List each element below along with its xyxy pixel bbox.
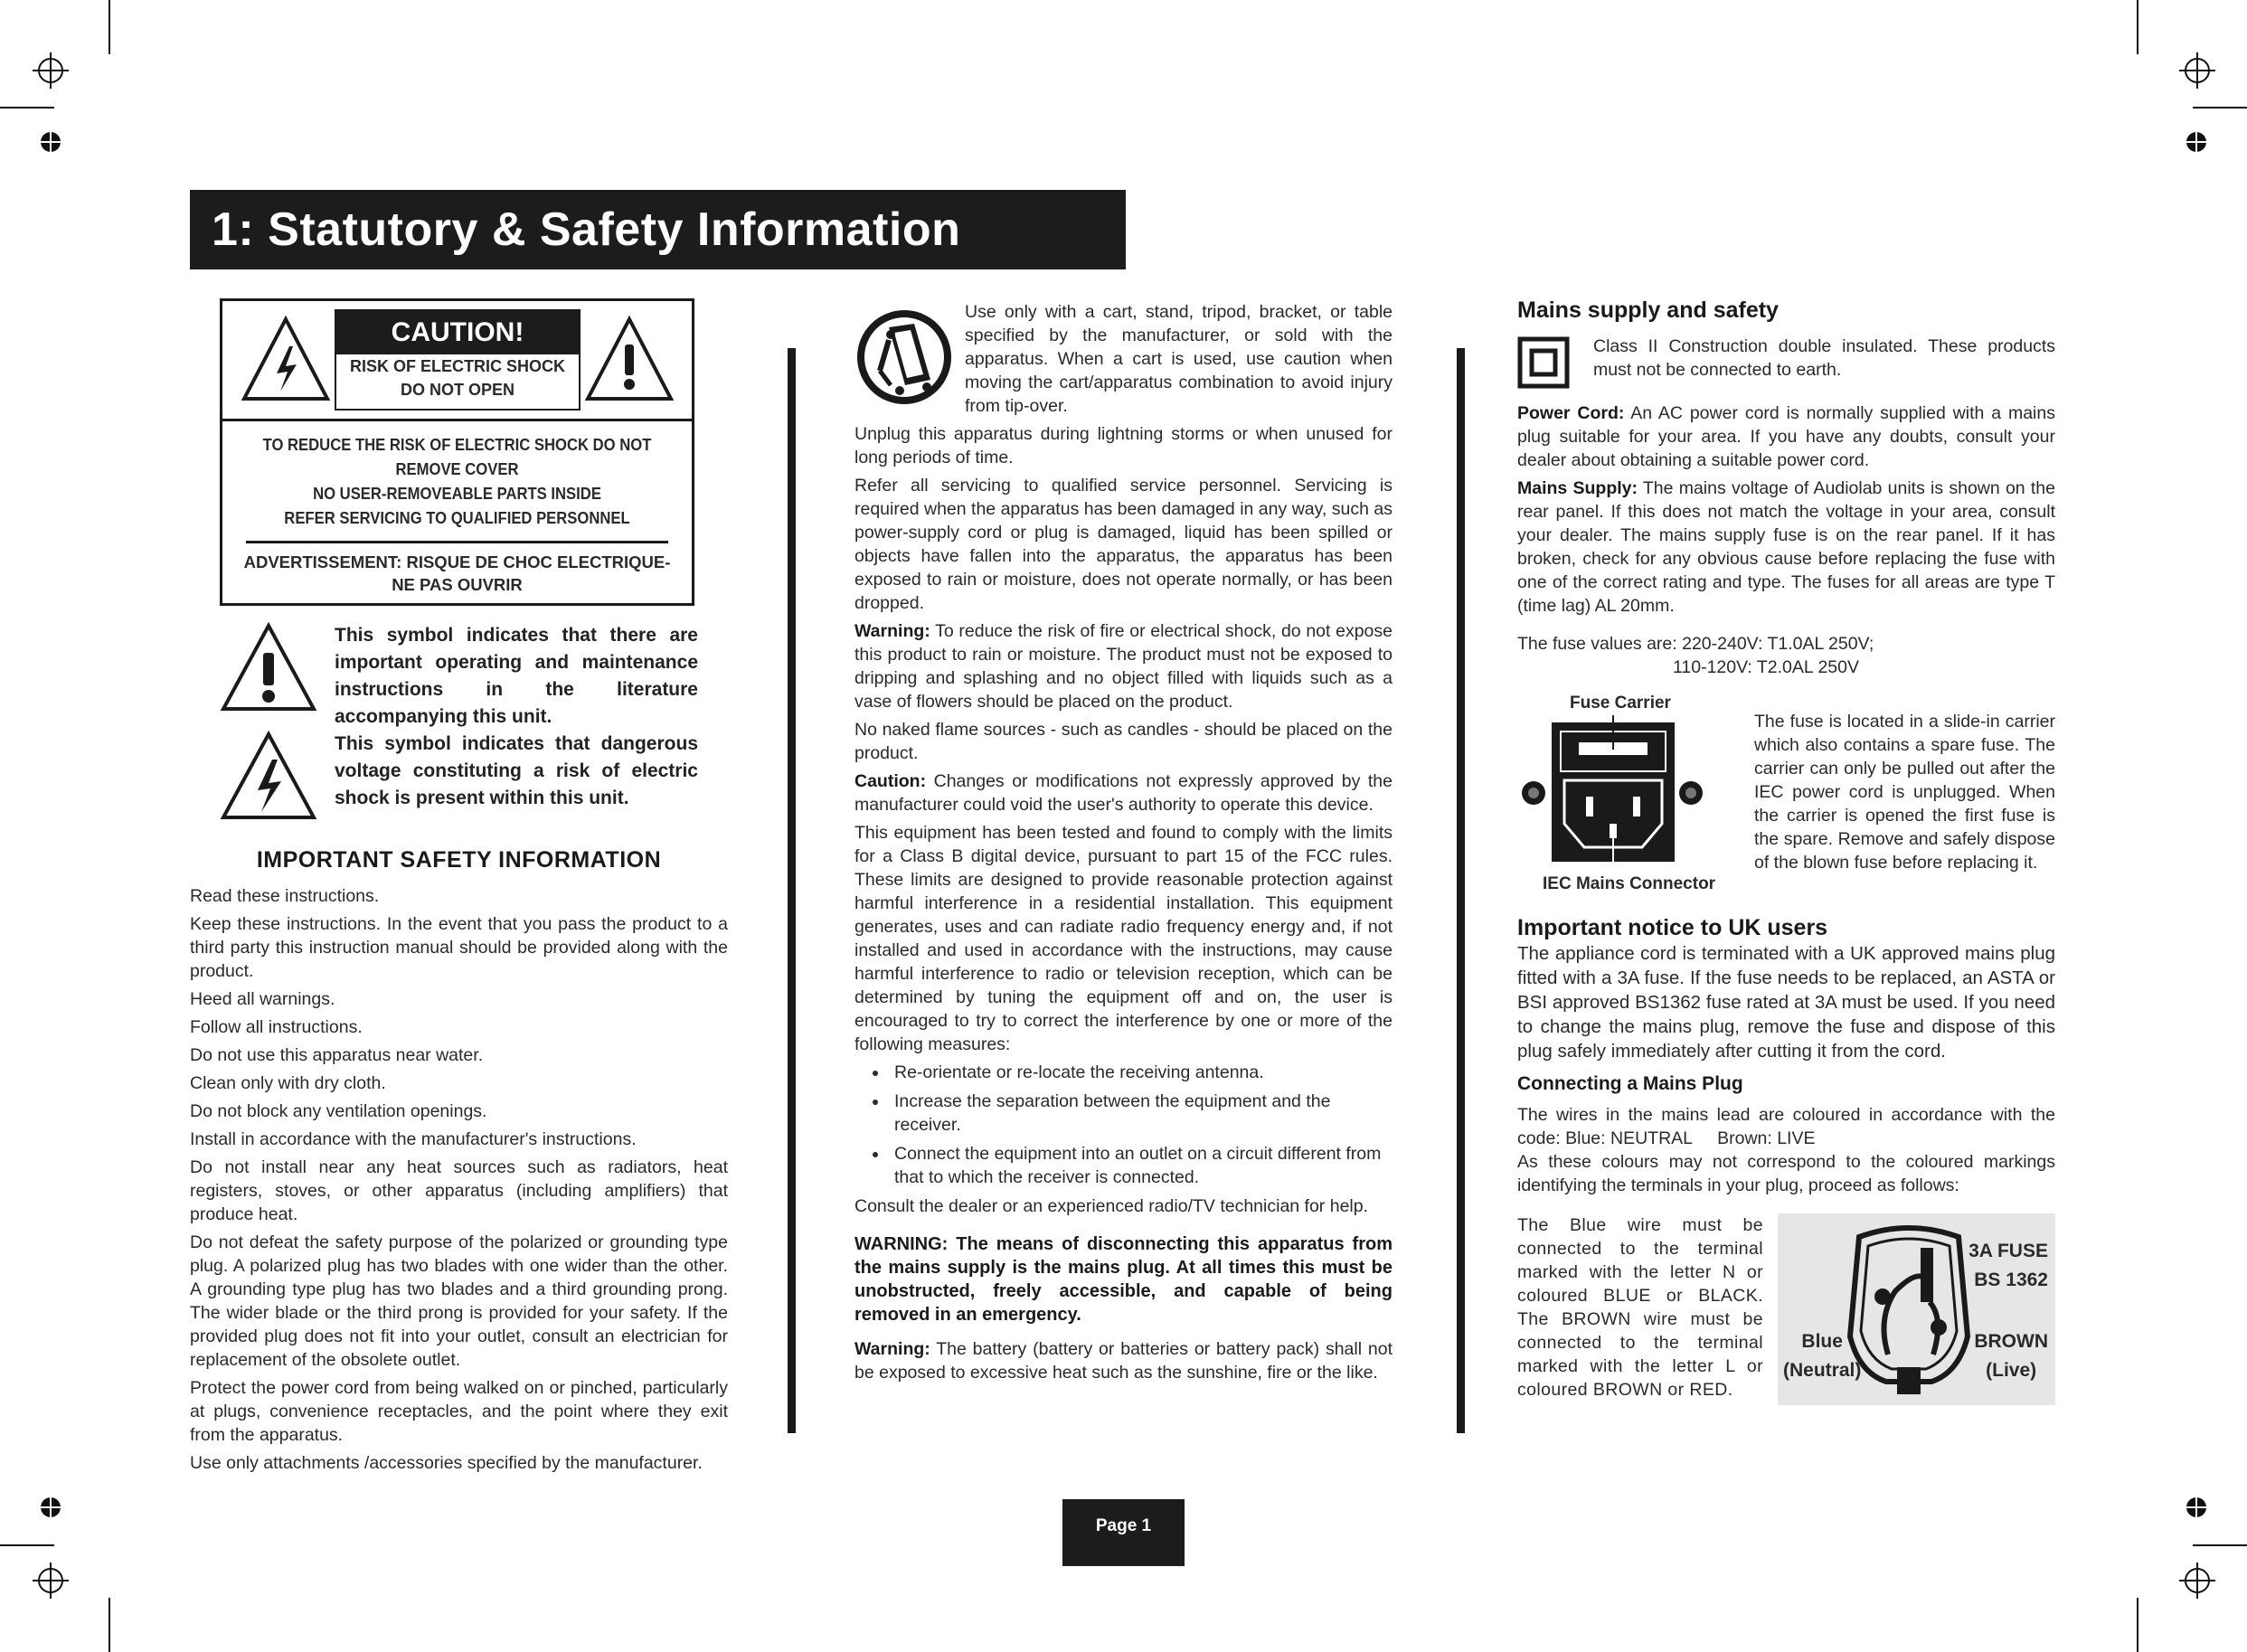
column-middle: [854, 300, 1393, 1389]
plug-live: (Live): [1986, 1360, 2037, 1381]
plug-wiring-text: The Blue wire must be connected to the terminal marked with the letter N or coloured BLUE or BLACK. The BROWN wire must be connected to the terminal marked with the letter L or coloured BROWN or RED.: [1517, 1215, 1763, 1400]
safety-item: Keep these instructions. In the event that you pass the product to a third party this instruction manual should be provided along with the product.: [190, 914, 728, 981]
power-cord-text: An AC power cord is normally supplied with a mains plug suitable for your area. If you have any doubts, consult your dealer about obtaining a suitable power cord.: [1517, 403, 2055, 470]
column-left: [190, 298, 728, 1479]
plug-fuse-label: [1968, 1237, 2048, 1295]
warning-label: Warning:: [854, 621, 930, 641]
crop-mark: [2193, 1544, 2247, 1546]
caution-line: TO REDUCE THE RISK OF ELECTRIC SHOCK DO NOT REMOVE COVER: [262, 435, 652, 478]
exclamation-warning-icon: [584, 316, 675, 402]
mains-supply-heading: Mains supply and safety: [1517, 297, 1779, 323]
crop-mark: [2193, 107, 2247, 109]
registration-dot-icon: [2186, 132, 2206, 152]
mains-supply-paragraph: [1517, 477, 2055, 618]
plug-brown-label: [1974, 1327, 2048, 1385]
caution-risk-text: RISK OF ELECTRIC SHOCK: [349, 357, 565, 375]
wires-code-text: The wires in the mains lead are coloured in accordance with the code: Blue: NEUTRAL: [1517, 1105, 2055, 1148]
uk-notice-text: The appliance cord is terminated with a UK approved mains plug fitted with a 3A fuse. If the fuse needs to be replaced, an ASTA or BSI approved BS1362 fuse rated at 3A must be used. If you need to change the mains plug, remove the fuse and dispose of this plug safely immediately after cutting it from the cord.: [1517, 943, 2055, 1062]
disconnect-warning: WARNING: The means of disconnecting this apparatus from the mains supply is the mains plug. At all times this must be unobstructed, freely accessible, and capable of being removed in an emergency.: [854, 1234, 1393, 1325]
consult-text: Consult the dealer or an experienced radio/TV technician for help.: [854, 1196, 1369, 1216]
registration-dot-icon: [41, 132, 61, 152]
list-item: • Increase the separation between the equipment and the receiver.: [889, 1090, 1393, 1137]
important-safety-heading: IMPORTANT SAFETY INFORMATION: [256, 847, 662, 873]
caution-line: NE PAS OUVRIR: [392, 575, 523, 594]
symbol-exclaim-text: This symbol indicates that there are important operating and maintenance instructions in the literature accompanying this unit.: [335, 625, 698, 727]
registration-dot-icon: [41, 1497, 61, 1517]
page-number: Page 1: [1062, 1499, 1185, 1566]
crop-mark: [2137, 0, 2138, 54]
battery-paragraph: [854, 1337, 1393, 1384]
mains-supply-text: The mains voltage of Audiolab units is shown on the rear panel. If this does not match the voltage in your area, consult your dealer. The mains supply fuse is on the rear panel. If it has broken, check for any obvious cause before replacing the fuse with one of the correct rating and type. The fuses for all areas are type T (time lag) AL 20mm.: [1517, 478, 2055, 616]
caution-label-box: [220, 298, 694, 606]
wires-markings-text: As these colours may not correspond to the coloured markings identifying the terminals in your plug, proceed as follows:: [1517, 1152, 2055, 1195]
safety-item: Do not block any ventilation openings.: [190, 1101, 487, 1121]
mains-supply-label: Mains Supply:: [1517, 478, 1638, 498]
warning-text: To reduce the risk of fire or electrical shock, do not expose this product to rain or moisture. The product must not be exposed to dripping and splashing and no object filled with liquids such as a vase of flowers should be placed on the product.: [854, 621, 1393, 712]
registration-mark-icon: [33, 1562, 69, 1599]
battery-warning-text: The battery (battery or batteries or battery pack) shall not be exposed to excessive heat such as the sunshine, fire or the like.: [854, 1339, 1393, 1383]
fuse-carrier-label: Fuse Carrier: [1570, 694, 1671, 713]
iec-label: IEC Mains Connector: [1543, 874, 1716, 893]
cart-warning-block: [854, 300, 1393, 418]
caution-instructions: [246, 421, 668, 543]
fuse-values: [1517, 632, 2055, 679]
list-item: • Connect the equipment into an outlet on a circuit different from that to which the receiver is connected.: [889, 1142, 1393, 1189]
class-two-text: Class II Construction double insulated. These products must not be connected to earth.: [1593, 336, 2055, 380]
warning-paragraph: [854, 619, 1393, 713]
list-item: • Re-orientate or re-locate the receiving antenna.: [889, 1061, 1393, 1084]
connecting-plug-heading: Connecting a Mains Plug: [1517, 1073, 1743, 1094]
safety-item: Heed all warnings.: [190, 989, 335, 1009]
fuse-value: 220-240V: T1.0AL 250V;: [1682, 634, 1874, 654]
fcc-text: This equipment has been tested and found to comply with the limits for a Class B digital device, pursuant to part 15 of the FCC rules. These limits are designed to provide reasonable protection against harmful interference in a residential installation. This equipment generates, uses and can radiate radio frequency energy and, if not installed and used in accordance with the instructions, may cause harmful interference to radio or television reception, which can be determined by tuning the equipment off and on, the user is encouraged to try to correct the interference by one or more of the following measures:: [854, 823, 1393, 1054]
caution-inner-box: [335, 309, 581, 411]
flame-text: No naked flame sources - such as candles - should be placed on the product.: [854, 720, 1393, 763]
caution-french: [222, 543, 692, 603]
plug-blue-label: [1783, 1327, 1861, 1385]
crop-mark: [0, 107, 54, 109]
registration-mark-icon: [2179, 1562, 2215, 1599]
column-right: [1517, 298, 2055, 1412]
symbol-explanation-row: [190, 731, 728, 826]
iec-connector-diagram: [1517, 715, 1707, 869]
crop-mark: [2137, 1598, 2138, 1652]
power-cord-paragraph: [1517, 401, 2055, 472]
safety-item: Do not use this apparatus near water.: [190, 1045, 484, 1065]
cart-tipover-icon: [854, 307, 954, 407]
safety-item: Install in accordance with the manufacturer's instructions.: [190, 1129, 637, 1149]
safety-item: Clean only with dry cloth.: [190, 1073, 386, 1093]
plug-diagram: [1778, 1213, 2055, 1405]
registration-dot-icon: [2186, 1497, 2206, 1517]
fuse-values-label: The fuse values are:: [1517, 634, 1677, 654]
page-title: 1: Statutory & Safety Information: [190, 190, 1126, 269]
safety-item: Follow all instructions.: [190, 1017, 363, 1037]
plug-fuse-rating: 3A FUSE: [1968, 1241, 2048, 1261]
caution-do-not-open: DO NOT OPEN: [400, 381, 515, 399]
plug-brown-wire: BROWN: [1974, 1331, 2048, 1352]
column-divider: [1457, 348, 1465, 1433]
wires-brown-text: Brown: LIVE: [1717, 1128, 1816, 1148]
plug-wiring-block: [1517, 1213, 2055, 1412]
symbol-bolt-text: This symbol indicates that dangerous voltage constituting a risk of electric shock is present within this unit.: [335, 733, 698, 808]
registration-mark-icon: [33, 52, 69, 89]
crop-mark: [109, 1598, 110, 1652]
fuse-diagram-block: [1517, 692, 2055, 905]
battery-warning-label: Warning:: [854, 1339, 930, 1359]
plug-fuse-standard: BS 1362: [1974, 1270, 2048, 1290]
lightning-warning-icon: [241, 316, 331, 402]
double-insulated-icon: [1517, 336, 1570, 389]
fuse-location-text: The fuse is located in a slide-in carrier which also contains a spare fuse. The carrier can only be pulled out after the IEC power cord is unplugged. When the carrier is opened the first fuse is the spare. Remove and safely dispose of the blown fuse before replacing it.: [1754, 712, 2055, 873]
caution-text: Changes or modifications not expressly approved by the manufacturer could void the user's authority to operate this device.: [854, 771, 1393, 815]
safety-item: Do not defeat the safety purpose of the polarized or grounding type plug. A polarized plug has two blades with one wider than the other. A grounding type plug has two blades and a third grounding prong. The wider blade or the third prong is provided for your safety. If the provided plug does not fit into your outlet, consult an electrician for replacement of the obsolete outlet.: [190, 1232, 728, 1370]
caution-heading: CAUTION!: [336, 311, 579, 354]
fuse-value: 110-120V: T2.0AL 250V: [1673, 657, 1859, 677]
cart-text: Use only with a cart, stand, tripod, bracket, or table specified by the manufacturer, or sold with the apparatus. When a cart is used, use caution when moving the cart/apparatus combination to avoid injury from tip-over.: [965, 302, 1393, 416]
caution-line: ADVERTISSEMENT: RISQUE DE CHOC ELECTRIQUE-: [243, 552, 671, 571]
caution-paragraph: [854, 769, 1393, 817]
column-divider: [788, 348, 796, 1433]
crop-mark: [109, 0, 110, 54]
symbol-explanation-row: [190, 622, 728, 727]
caution-line: REFER SERVICING TO QUALIFIED PERSONNEL: [284, 508, 630, 527]
crop-mark: [0, 1544, 54, 1546]
class-two-block: [1517, 335, 2055, 394]
caution-label: Caution:: [854, 771, 927, 791]
fcc-measures-list: [854, 1061, 1393, 1189]
lightning-warning-icon: [220, 731, 317, 821]
safety-item: Use only attachments /accessories specified by the manufacturer.: [190, 1453, 703, 1473]
exclamation-warning-icon: [220, 622, 317, 713]
plug-blue-wire: Blue: [1801, 1331, 1843, 1352]
safety-item: Protect the power cord from being walked on or pinched, particularly at plugs, convenience receptacles, and the point where they exit from the apparatus.: [190, 1378, 728, 1445]
plug-neutral: (Neutral): [1783, 1360, 1862, 1381]
registration-mark-icon: [2179, 52, 2215, 89]
caution-line: NO USER-REMOVEABLE PARTS INSIDE: [313, 484, 601, 503]
power-cord-label: Power Cord:: [1517, 403, 1625, 423]
servicing-text: Refer all servicing to qualified service personnel. Servicing is required when the apparatus has been damaged in any way, such as power-supply cord or plug is damaged, liquid has been spilled or objects have fallen into the apparatus, the apparatus has been exposed to rain or moisture, does not operate normally, or has been dropped.: [854, 476, 1393, 613]
safety-item: Read these instructions.: [190, 886, 380, 906]
unplug-text: Unplug this apparatus during lightning storms or when unused for long periods of time.: [854, 424, 1393, 467]
safety-item: Do not install near any heat sources such as radiators, heat registers, stoves, or other apparatus (including amplifiers) that produce heat.: [190, 1157, 728, 1224]
uk-notice-heading: Important notice to UK users: [1517, 915, 1828, 940]
wires-paragraph: [1517, 1103, 2055, 1150]
